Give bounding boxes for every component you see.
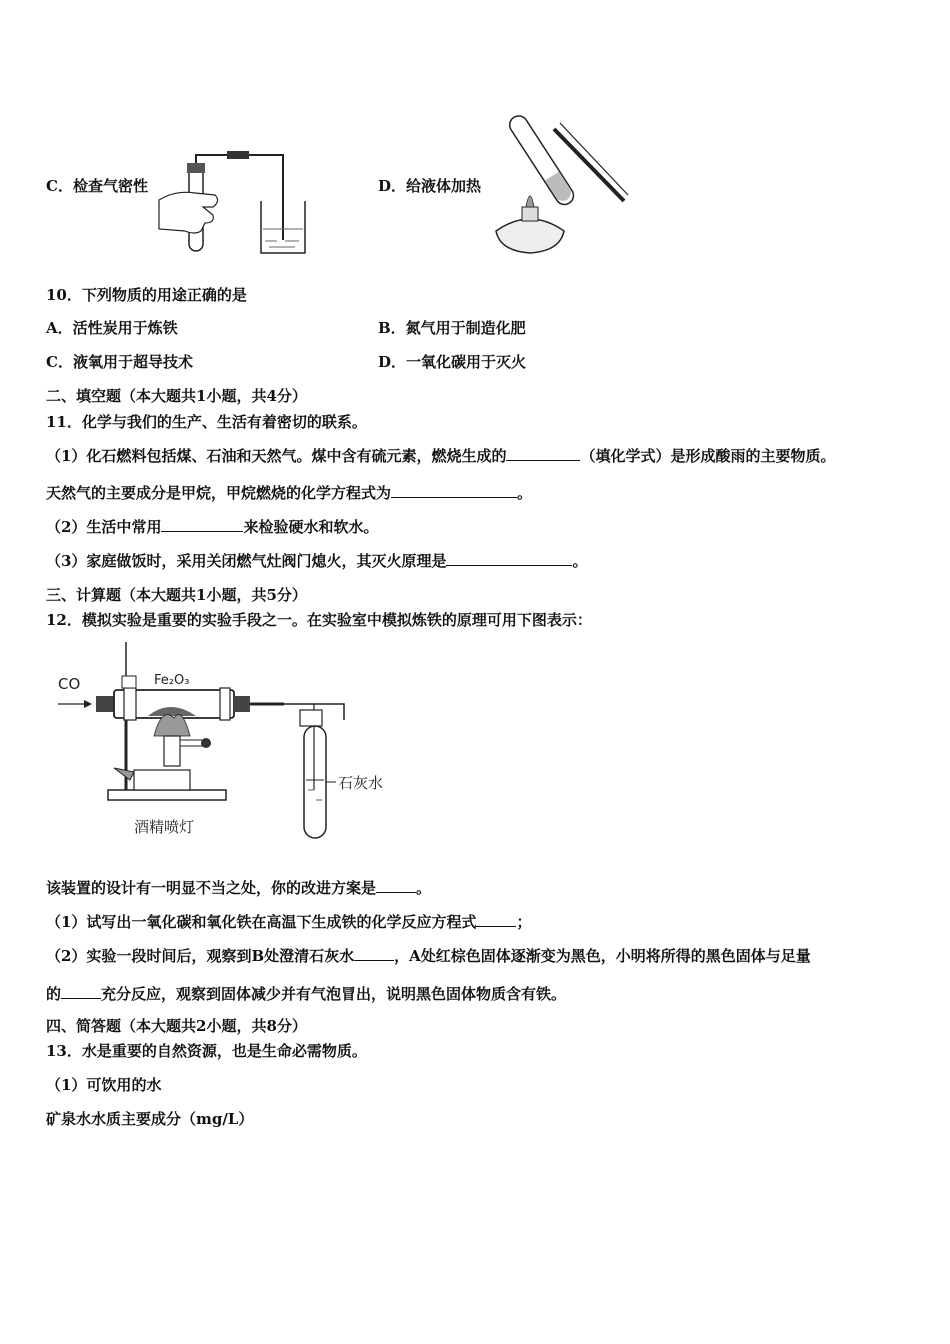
q12-design: 该装置的设计有一明显不当之处，你的改进方案是 。	[46, 879, 432, 897]
iron-smelting-apparatus-figure	[50, 640, 400, 840]
answer-blank[interactable]	[161, 517, 243, 532]
q10-option-d: D．一氧化碳用于灭火	[378, 353, 527, 371]
answer-blank[interactable]	[446, 551, 572, 566]
q13-stem: 13．水是重要的自然资源，也是生命必需物质。	[46, 1042, 367, 1060]
fe2o3-label: Fe₂O₃	[154, 673, 190, 688]
limewater-label: 石灰水	[338, 774, 384, 792]
q11-part1-line1: （1）化石燃料包括煤、石油和天然气。煤中含有硫元素，燃烧生成的 （填化学式）是形成酸雨的主要物质。	[46, 447, 836, 465]
q9-option-d: D．给液体加热	[378, 177, 482, 195]
lamp-label: 酒精喷灯	[134, 818, 195, 836]
alcohol-lamp	[496, 219, 564, 253]
flame-icon	[526, 196, 534, 207]
q12-part2-line2: 的 充分反应，观察到固体减少并有气泡冒出，说明黑色固体物质含有铁。	[46, 985, 567, 1003]
q13-part1: （1）可饮用的水	[46, 1076, 162, 1094]
stopper	[187, 163, 205, 173]
co-label: CO	[58, 675, 81, 693]
alcohol-blowtorch	[134, 770, 190, 790]
q9-option-c: C．检查气密性	[46, 177, 148, 195]
hand-icon	[159, 192, 218, 233]
q10-option-a: A．活性炭用于炼铁	[46, 319, 178, 337]
answer-blank[interactable]	[391, 483, 517, 498]
answer-blank[interactable]	[506, 446, 580, 461]
q12-part2-line1: （2）实验一段时间后，观察到B处澄清石灰水 ，A处红棕色固体逐渐变为黑色，小明将所得的黑色固体与足量	[46, 947, 811, 965]
q11-stem: 11．化学与我们的生产、生活有着密切的联系。	[46, 413, 367, 431]
q12-part1: （1）试写出一氧化碳和氧化铁在高温下生成铁的化学反应方程式 ；	[46, 913, 532, 931]
section4-heading: 四、简答题（本大题共2小题，共8分）	[46, 1017, 307, 1035]
answer-blank[interactable]	[61, 984, 101, 999]
q10-option-c: C．液氧用于超导技术	[46, 353, 193, 371]
section2-heading: 二、填空题（本大题共1小题，共4分）	[46, 387, 307, 405]
rubber-connector	[227, 151, 249, 159]
airtightness-check-figure	[155, 145, 315, 257]
q10-stem: 10．下列物质的用途正确的是	[46, 286, 247, 304]
answer-blank[interactable]	[354, 946, 394, 961]
section3-heading: 三、计算题（本大题共1小题，共5分）	[46, 586, 307, 604]
q11-part2: （2）生活中常用 来检验硬水和软水。	[46, 518, 379, 536]
limewater-test-tube	[304, 726, 326, 838]
answer-blank[interactable]	[476, 912, 516, 927]
q13-table-title: 矿泉水水质主要成分（mg/L）	[46, 1110, 254, 1128]
q10-option-b: B．氮气用于制造化肥	[378, 319, 526, 337]
q11-part1-line2: 天然气的主要成分是甲烷，甲烷燃烧的化学方程式为 。	[46, 484, 533, 502]
q11-part3: （3）家庭做饭时，采用关闭燃气灶阀门熄火，其灭火原理是 。	[46, 552, 588, 570]
answer-blank[interactable]	[376, 878, 416, 893]
q12-stem: 12．模拟实验是重要的实验手段之一。在实验室中模拟炼铁的原理可用下图表示：	[46, 611, 592, 629]
heating-liquid-figure	[490, 105, 635, 257]
